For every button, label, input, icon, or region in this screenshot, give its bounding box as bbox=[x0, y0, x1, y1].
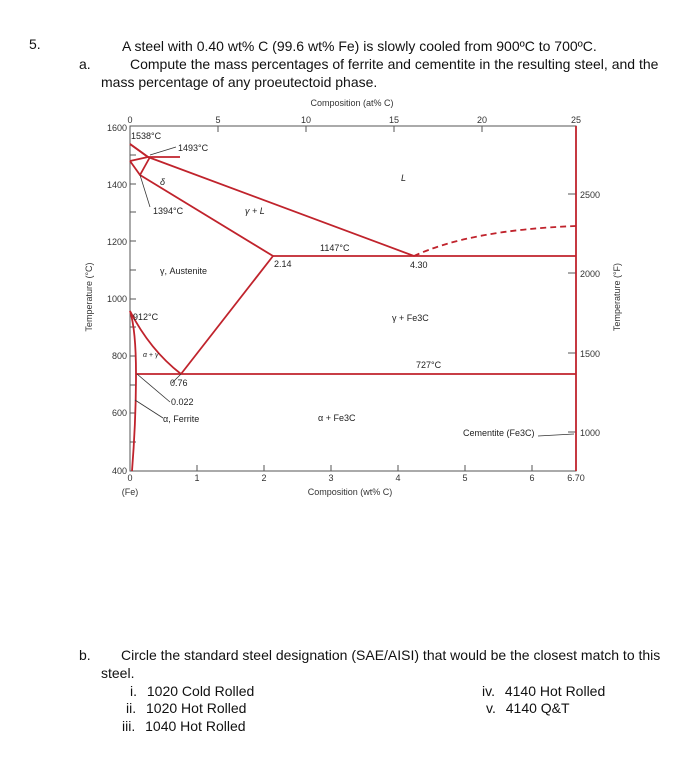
bottom-axis-ticks bbox=[197, 465, 532, 471]
right-tick-1000: 1000 bbox=[580, 428, 601, 438]
left-tick-400: 400 bbox=[111, 466, 127, 476]
option-iv[interactable] bbox=[482, 683, 605, 700]
option-i-label: 1020 Cold Rolled bbox=[146, 683, 255, 699]
label-2-14: 2.14 bbox=[274, 259, 292, 269]
graphite-liquidus-dashed bbox=[414, 226, 576, 256]
option-ii-label: 1020 Hot Rolled bbox=[146, 700, 247, 716]
ferrite-solvus bbox=[130, 311, 136, 471]
left-tick-1000: 1000 bbox=[106, 294, 127, 304]
left-axis-label: Temperature (°C) bbox=[84, 262, 94, 332]
label-0-76: 0.76 bbox=[170, 378, 188, 388]
leader-ferrite bbox=[135, 400, 163, 418]
label-liquid: L bbox=[401, 173, 407, 183]
label-gamma-fe3c: γ + Fe3C bbox=[392, 313, 429, 323]
option-i[interactable] bbox=[130, 683, 254, 700]
top-tick-0: 0 bbox=[127, 115, 133, 125]
top-axis-ticks bbox=[218, 126, 482, 132]
top-tick-15: 15 bbox=[388, 115, 400, 125]
label-gamma-plus-l: γ + L bbox=[245, 206, 265, 216]
bottom-axis-label: Composition (wt% C) bbox=[307, 487, 393, 497]
right-tick-1500: 1500 bbox=[580, 349, 601, 359]
label-alpha-fe3c: α + Fe3C bbox=[318, 413, 356, 423]
part-a-line1: A steel with 0.40 wt% C (99.6 wt% Fe) is slowly cooled from 900ºC to 700ºC. bbox=[122, 38, 597, 54]
label-1147: 1147°C bbox=[320, 243, 350, 253]
label-delta: δ bbox=[160, 177, 166, 187]
bottom-tick-1: 1 bbox=[194, 473, 200, 483]
bottom-tick-3: 3 bbox=[328, 473, 334, 483]
option-iii[interactable] bbox=[122, 718, 246, 735]
left-tick-1400: 1400 bbox=[106, 180, 127, 190]
label-1493: 1493°C bbox=[178, 143, 209, 153]
part-b-line1: Circle the standard steel designation (SAE/AISI) that would be the closest match to this bbox=[121, 647, 661, 663]
option-ii[interactable] bbox=[126, 700, 246, 717]
right-tick-2000: 2000 bbox=[580, 269, 601, 279]
left-tick-1200: 1200 bbox=[106, 237, 127, 247]
option-v[interactable] bbox=[486, 700, 570, 717]
part-a-letter: a. bbox=[79, 56, 91, 72]
part-a-line2: Compute the mass percentages of ferrite and cementite in the resulting steel, and the bbox=[130, 56, 659, 72]
label-alpha-gamma: α + γ bbox=[143, 352, 159, 359]
option-ii-num: ii. bbox=[126, 700, 137, 716]
option-v-label: 4140 Q&T bbox=[505, 700, 570, 716]
right-axis-ticks bbox=[568, 194, 576, 432]
left-tick-800: 800 bbox=[111, 351, 127, 361]
label-1394: 1394°C bbox=[153, 206, 184, 216]
leader-0022 bbox=[137, 374, 170, 402]
label-0-022: 0.022 bbox=[171, 397, 194, 407]
delta-boundary bbox=[130, 144, 148, 161]
option-iv-num: iv. bbox=[482, 683, 495, 699]
top-tick-25: 25 bbox=[570, 115, 582, 125]
leader-cementite bbox=[538, 434, 574, 436]
right-axis-label: Temperature (°F) bbox=[612, 262, 622, 332]
right-tick-2500: 2500 bbox=[580, 190, 601, 200]
bottom-tick-6: 6 bbox=[529, 473, 535, 483]
option-iv-label: 4140 Hot Rolled bbox=[504, 683, 606, 699]
question-number: 5. bbox=[29, 36, 41, 52]
top-tick-5: 5 bbox=[215, 115, 221, 125]
top-axis-label: Composition (at% C) bbox=[310, 98, 394, 108]
label-727: 727°C bbox=[416, 360, 442, 370]
label-austenite: γ, Austenite bbox=[160, 266, 208, 276]
bottom-tick-0: 0 bbox=[127, 473, 133, 483]
leader-1493 bbox=[150, 147, 176, 155]
bottom-tick-6-70: 6.70 bbox=[567, 473, 585, 483]
label-ferrite: α, Ferrite bbox=[163, 414, 200, 424]
label-1538: 1538°C bbox=[131, 131, 162, 141]
part-a-line3: mass percentage of any proeutectoid phase. bbox=[101, 74, 378, 90]
option-iii-num: iii. bbox=[122, 718, 136, 734]
bottom-tick-2: 2 bbox=[261, 473, 267, 483]
label-4-30: 4.30 bbox=[410, 260, 428, 270]
label-cementite: Cementite (Fe3C) bbox=[463, 428, 535, 438]
option-iii-label: 1040 Hot Rolled bbox=[145, 718, 246, 734]
left-tick-600: 600 bbox=[111, 408, 127, 418]
part-b-line2: steel. bbox=[101, 665, 135, 681]
bottom-tick-5: 5 bbox=[462, 473, 468, 483]
option-i-num: i. bbox=[130, 683, 137, 699]
top-tick-20: 20 bbox=[476, 115, 488, 125]
left-tick-1600: 1600 bbox=[106, 123, 127, 133]
liquidus-line bbox=[130, 144, 414, 256]
label-912: 912°C bbox=[133, 312, 159, 322]
top-tick-10: 10 bbox=[300, 115, 312, 125]
bottom-tick-4: 4 bbox=[395, 473, 401, 483]
option-v-num: v. bbox=[486, 700, 496, 716]
bottom-sub-label: (Fe) bbox=[121, 487, 139, 497]
part-b-letter: b. bbox=[79, 647, 91, 663]
